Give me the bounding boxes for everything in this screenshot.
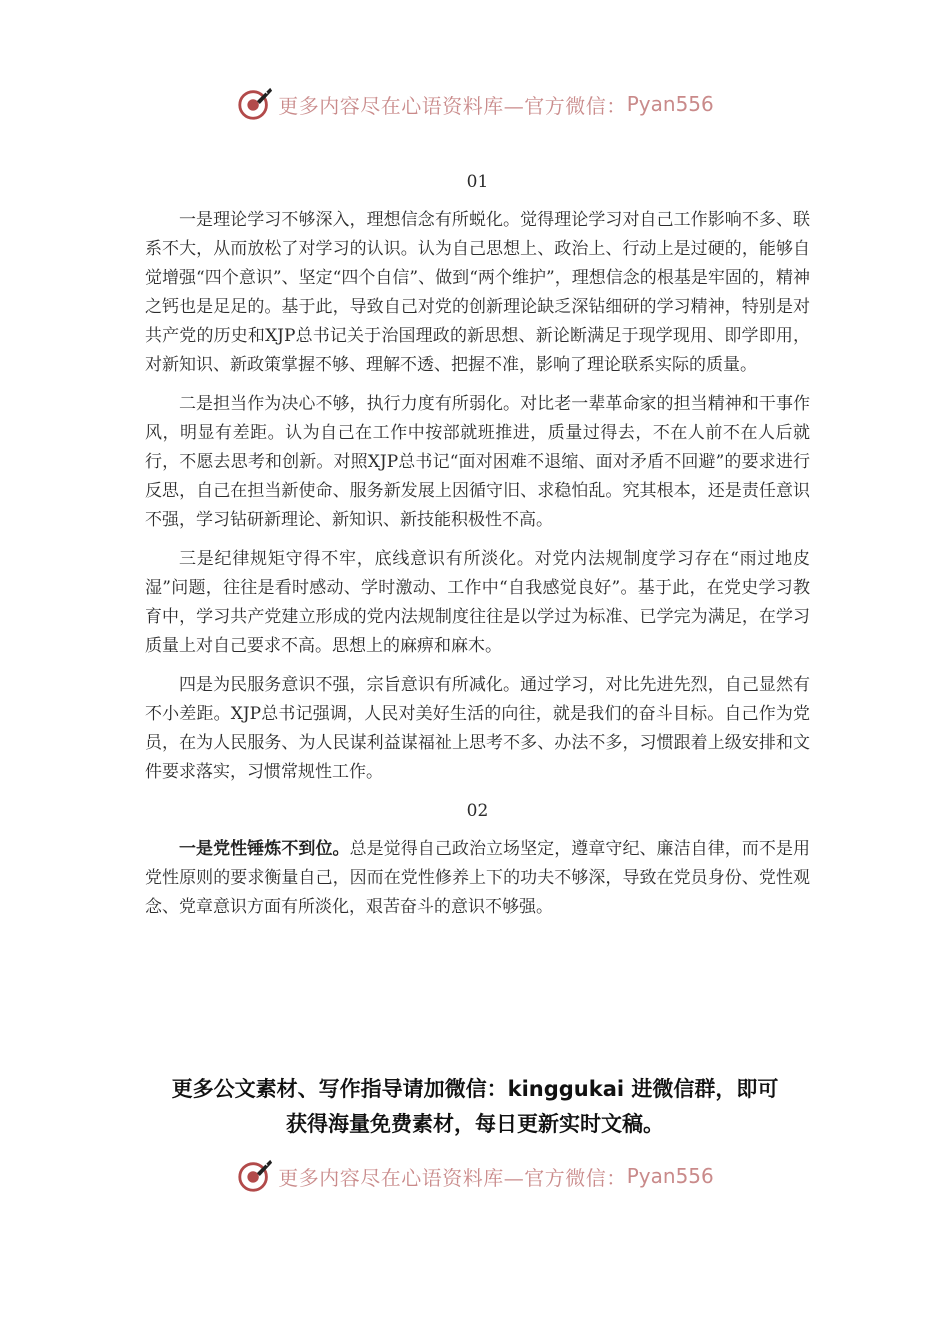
paragraph [145, 390, 810, 535]
banner-text: 更多内容尽在心语资料库—官方微信： [278, 93, 627, 118]
pen-logo-icon [236, 1157, 274, 1195]
banner-text: 更多内容尽在心语资料库—官方微信： [278, 1165, 627, 1190]
banner-wechat-id: Pyan556 [626, 92, 714, 116]
paragraph-text: 总是觉得自己政治立场坚定，遵章守纪、廉洁自律，而不是用党性原则的要求衡量自己，因而在党性修养上下的功夫不够深，导致在党员身份、党性观念、党章意识方面有所淡化，艰苦奋斗的意识不够强。 [145, 839, 811, 917]
banner-wechat-id: Pyan556 [626, 1164, 714, 1188]
footer-note [140, 1072, 810, 1142]
paragraph [145, 206, 810, 380]
paragraph-text: 三是纪律规矩守得不牢，底线意识有所淡化。对党内法规制度学习存在“雨过地皮湿”问题，往往是看时感动、学时激动、工作中“自我感觉良好”。基于此，在党史学习教育中，学习共产党建立形成的党内法规制度往往是以学过为标准、已学完为满足，在学习质量上对自己要求不高。思想上的麻痹和麻木。 [145, 549, 810, 656]
pen-logo-icon [236, 85, 274, 123]
paragraph-lead: 一是党性锤炼不到位。 [179, 839, 350, 859]
paragraph [145, 671, 810, 787]
paragraph [145, 835, 810, 922]
paragraph-text: 二是担当作为决心不够，执行力度有所弱化。对比老一辈革命家的担当精神和干事作风，明显有差距。认为自己在工作中按部就班推进，质量过得去，不在人前不在人后就行，不愿去思考和创新。对照XJP总书记“面对困难不退缩、面对矛盾不回避”的要求进行反思，自己在担当新使命、服务新发展上因循守旧、求稳怕乱。究其根本，还是责任意识不强，学习钻研新理论、新知识、新技能积极性不高。 [145, 394, 810, 530]
document-body [145, 168, 810, 932]
footer-note-line: 更多公文素材、写作指导请加微信：kinggukai 进微信群，即可 [171, 1077, 779, 1101]
paragraph-text: 四是为民服务意识不强，宗旨意识有所减化。通过学习，对比先进先烈，自己显然有不小差距。XJP总书记强调，人民对美好生活的向往，就是我们的奋斗目标。自己作为党员，在为人民服务、为人民谋利益谋福祉上思考不多、办法不多，习惯跟着上级安排和文件要求落实，习惯常规性工作。 [145, 675, 810, 782]
footer-note-line: 获得海量免费素材，每日更新实时文稿。 [286, 1112, 664, 1136]
section-number: 02 [466, 801, 489, 821]
paragraph-text: 一是理论学习不够深入，理想信念有所蜕化。觉得理论学习对自己工作影响不多、联系不大，从而放松了对学习的认识。认为自己思想上、政治上、行动上是过硬的，能够自觉增强“四个意识”、坚定“四个自信”、做到“两个维护”，理想信念的根基是牢固的，精神之钙也是足足的。基于此，导致自己对党的创新理论缺乏深钻细研的学习精神，特别是对共产党的历史和XJP总书记关于治国理政的新思想、新论断满足于现学现用、即学即用，对新知识、新政策掌握不够、理解不透、把握不准，影响了理论联系实际的质量。 [145, 210, 810, 375]
paragraph [145, 545, 810, 661]
top-banner [0, 82, 950, 126]
bottom-banner [0, 1154, 950, 1198]
section-number: 01 [466, 172, 489, 192]
